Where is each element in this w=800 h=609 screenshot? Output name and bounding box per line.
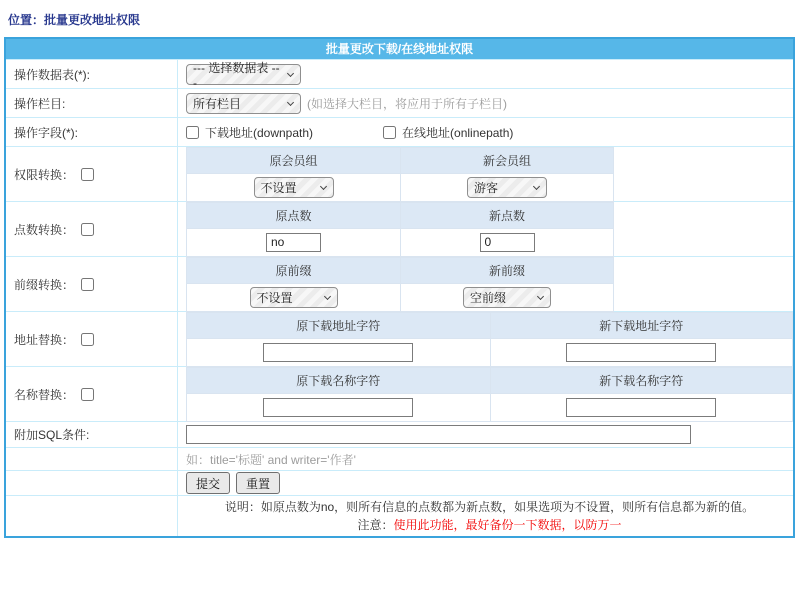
points-old-header: 原点数 [187, 203, 400, 228]
points-subtable [186, 202, 614, 257]
rename-subtable [186, 367, 793, 422]
sql-hint: 如：title='标题' and writer='作者' [186, 452, 356, 467]
address-new-header: 新下载地址字符 [490, 313, 793, 338]
rename-old-input[interactable] [263, 398, 413, 417]
column-note: (如选择大栏目，将应用于所有子栏目) [307, 96, 507, 111]
chevron-down-icon [287, 69, 294, 76]
row-rename [6, 366, 793, 421]
row-column [6, 88, 793, 117]
prefix-old-header: 原前缀 [187, 258, 400, 283]
row-points [6, 201, 793, 256]
points-checkbox[interactable] [81, 223, 94, 236]
permission-subtable [186, 147, 614, 202]
column-select[interactable] [186, 93, 301, 114]
sql-input[interactable] [186, 425, 691, 444]
permission-checkbox[interactable] [81, 168, 94, 181]
submit-button[interactable]: 提交 [186, 472, 230, 494]
datatable-select-value: --- 选择数据表 --- [193, 60, 280, 90]
column-select-value: 所有栏目 [193, 96, 242, 111]
chevron-down-icon [287, 98, 294, 105]
address-old-input[interactable] [263, 343, 413, 362]
batch-change-panel [4, 37, 795, 538]
chevron-down-icon [323, 292, 330, 299]
permission-old-select[interactable] [254, 177, 334, 198]
breadcrumb [0, 0, 800, 37]
address-subtable [186, 312, 793, 367]
prefix-old-select-value: 不设置 [256, 290, 293, 305]
fields-label: 操作字段(*): [6, 118, 178, 146]
breadcrumb-title: 批量更改地址权限 [44, 13, 141, 27]
breadcrumb-label: 位置： [8, 13, 45, 27]
points-label: 点数转换： [14, 222, 75, 237]
permission-old-header: 原会员组 [187, 148, 400, 173]
onlinepath-checkbox-label: 在线地址(onlinepath) [402, 125, 514, 140]
prefix-label: 前缀转换： [14, 277, 75, 292]
reset-button[interactable]: 重置 [236, 472, 280, 494]
permission-old-select-value: 不设置 [260, 180, 297, 195]
note-line-1-label: 说明： [224, 500, 261, 514]
row-permission [6, 146, 793, 201]
datatable-label: 操作数据表(*): [6, 60, 178, 88]
note-line-2-warning: 使用此功能，最好备份一下数据，以防万一 [393, 518, 622, 532]
row-sql-hint [6, 447, 793, 470]
row-buttons [6, 470, 793, 495]
prefix-new-select[interactable] [463, 287, 551, 308]
rename-old-header: 原下载名称字符 [187, 368, 490, 393]
points-new-header: 新点数 [400, 203, 613, 228]
prefix-checkbox[interactable] [81, 278, 94, 291]
row-datatable [6, 59, 793, 88]
note-line-2 [357, 516, 621, 534]
row-address [6, 311, 793, 366]
permission-label: 权限转换： [14, 167, 75, 182]
address-new-input[interactable] [566, 343, 716, 362]
prefix-subtable [186, 257, 614, 312]
row-fields [6, 117, 793, 146]
address-old-header: 原下载地址字符 [187, 313, 490, 338]
prefix-new-select-value: 空前缀 [470, 290, 507, 305]
address-checkbox[interactable] [81, 333, 94, 346]
rename-label: 名称替换： [14, 387, 75, 402]
sql-label: 附加SQL条件: [6, 422, 178, 447]
note-line-1 [225, 498, 754, 516]
note-line-2-label: 注意： [357, 518, 394, 532]
note-line-1-text: 如原点数为no，则所有信息的点数都为新点数，如果选项为不设置，则所有信息都为新的值。 [260, 500, 755, 514]
datatable-select[interactable] [186, 60, 301, 90]
onlinepath-checkbox[interactable] [383, 126, 396, 139]
permission-new-select[interactable] [467, 177, 547, 198]
row-prefix [6, 256, 793, 311]
prefix-old-select[interactable] [250, 287, 338, 308]
panel-title: 批量更改下载/在线地址权限 [6, 39, 793, 59]
chevron-down-icon [319, 182, 326, 189]
rename-new-input[interactable] [566, 398, 716, 417]
prefix-new-header: 新前缀 [400, 258, 613, 283]
rename-checkbox[interactable] [81, 388, 94, 401]
downpath-checkbox-label: 下载地址(downpath) [205, 125, 314, 140]
points-old-input[interactable] [266, 233, 321, 252]
row-notes [6, 495, 793, 536]
rename-new-header: 新下载名称字符 [490, 368, 793, 393]
row-sql [6, 421, 793, 447]
chevron-down-icon [537, 292, 544, 299]
points-new-input[interactable] [480, 233, 535, 252]
permission-new-header: 新会员组 [400, 148, 613, 173]
chevron-down-icon [533, 182, 540, 189]
downpath-checkbox[interactable] [186, 126, 199, 139]
column-label: 操作栏目: [6, 89, 178, 117]
permission-new-select-value: 游客 [474, 180, 499, 195]
address-label: 地址替换： [14, 332, 75, 347]
